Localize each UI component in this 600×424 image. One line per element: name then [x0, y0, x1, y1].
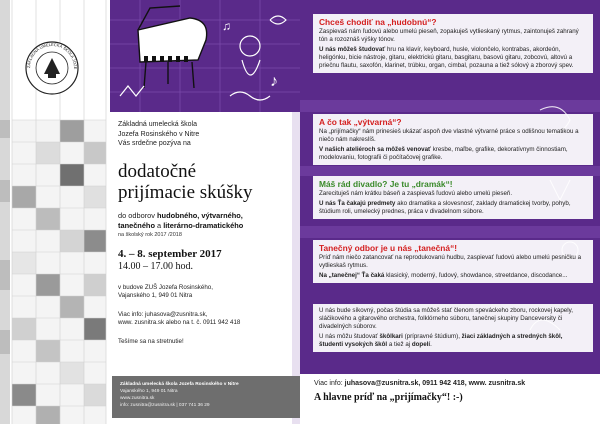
dance-heading: Tanečný odbor je u nás „tanečná“!: [319, 243, 458, 253]
bottom-contact: [300, 374, 600, 424]
svg-text:♫: ♫: [222, 19, 231, 33]
closing-line: Tešíme sa na stretnutie!: [118, 337, 184, 345]
extra-students: U nás môžu študovať škôlkari (prípravné štúdium), žiaci základných a stredných škôl, študenti vysokých škôl a tiež aj dopelí.: [319, 333, 563, 348]
contact-line: Viac info: juhasova@zusnitra.sk, 0911 942 418, www. zusnitra.sk: [314, 380, 526, 387]
drama-heading: Máš rád divadlo? Je tu „dramák“!: [319, 179, 453, 189]
dance-study: Na „tanečnej“ Ťa čaká klasický, moderný, ľudový, showdance, streetdance, discodance...: [319, 272, 568, 279]
music-heading: Chceš chodiť na „hudobnú“?: [319, 17, 437, 27]
footer-box: Základná umelecká škola Jozefa Rosinského v Nitre Vajanského 1, 949 01 Nitra www.zusnitra.sk info: zusnitra@zusnitra.sk | 037 741 36 29: [112, 376, 300, 418]
piano-illustration: [110, 0, 300, 112]
school-logo: [24, 40, 80, 96]
school-year: na školský rok 2017 /2018: [118, 231, 182, 238]
intro: Základná umelecká škola Jozefa Rosinského v Nitre Vás srdečne pozýva na: [118, 121, 200, 147]
extra-text: U nás bude síkovný, počas štúdia sa môžeš stať členom speváckeho zboru, rockovej kapely, sláčikového a gitarového orchestra, folklórneho súboru, tanečnej skupiny Danceversity či divadelných súborov.: [319, 307, 573, 330]
logo-text: ZÁKLADNÁ UMELECKÁ ŠKOLA JOZE: [25, 41, 79, 70]
dance-text: Príď nám niečo zatancovať na reprodukovanú hudbu, zaspievať ľudovú alebo umelú pesničku a vytlieskaš rytmus.: [319, 254, 582, 269]
music-section: [313, 14, 593, 73]
invitation-text: [118, 120, 296, 346]
drama-text: Zarecituješ nám krátku báseň a zaspievaš ľudovú alebo umelú pieseň.: [319, 190, 513, 197]
extra-section: [313, 304, 593, 352]
music-text: Zaspievaš nám ľudovú alebo umelú pieseň, zopakuješ vytlieskaný rytmus, zaintonuješ zahraný tón a rozoznáš výšky tónov.: [319, 28, 579, 43]
address: v budove ZUŠ Jozefa Rosinského, Vajanského 1, 949 01 Nitra: [118, 283, 213, 299]
art-heading: A čo tak „výtvarná“?: [319, 117, 402, 127]
drama-section: [313, 176, 593, 219]
art-section: [313, 114, 593, 165]
subjects: do odborov hudobného, výtvarného, tanečného a literárno-dramatického: [118, 210, 244, 230]
event-date: 4. – 8. september 2017: [118, 247, 222, 260]
contact-info: Viac info: juhasova@zusnitra.sk, www. zusnitra.sk alebo na t. č. 0911 942 418: [118, 310, 241, 326]
event-time: 14.00 – 17.00 hod.: [118, 260, 193, 272]
slogan: A hlavne príď na „prijímačky“! :-): [314, 392, 463, 403]
art-text: Na „prijímačky“ nám prinesieš ukázať aspoň dve vlastné výtvarné práce s odlišnou tematikou a niečo nám nakreslíš.: [319, 128, 579, 143]
svg-text:♪: ♪: [270, 73, 278, 90]
music-study: U nás môžeš študovať hru na klavír, keyboard, husle, violončelo, kontrabas, akordeón, heligónku, bicie nástroje, gitaru, elektrickú gitaru, basgitaru, basovú gitaru, zobcovú, altovú a priečnu flautu, saxofón, klarinet, trúbku, organ, cimbal, pozauna a tiež sólový a zborový spev.: [319, 46, 574, 69]
drama-study: U nás Ťa čakajú predmety ako dramatika a slovesnosť, zaklady dramatickej tvorby, pohyb, štúdium roli, umelecký prednes, práca v divadelnom súbore.: [319, 200, 571, 215]
art-study: V našich ateliéroch sa môžeš venovať kresbe, maľbe, grafike, dekoratívnym činnostiam, modelovaniu, fotografii či počítačovej grafike.: [319, 146, 568, 161]
page-title: dodatočné prijímacie skúšky: [118, 160, 253, 203]
dance-section: [313, 240, 593, 283]
right-page: [300, 0, 600, 424]
